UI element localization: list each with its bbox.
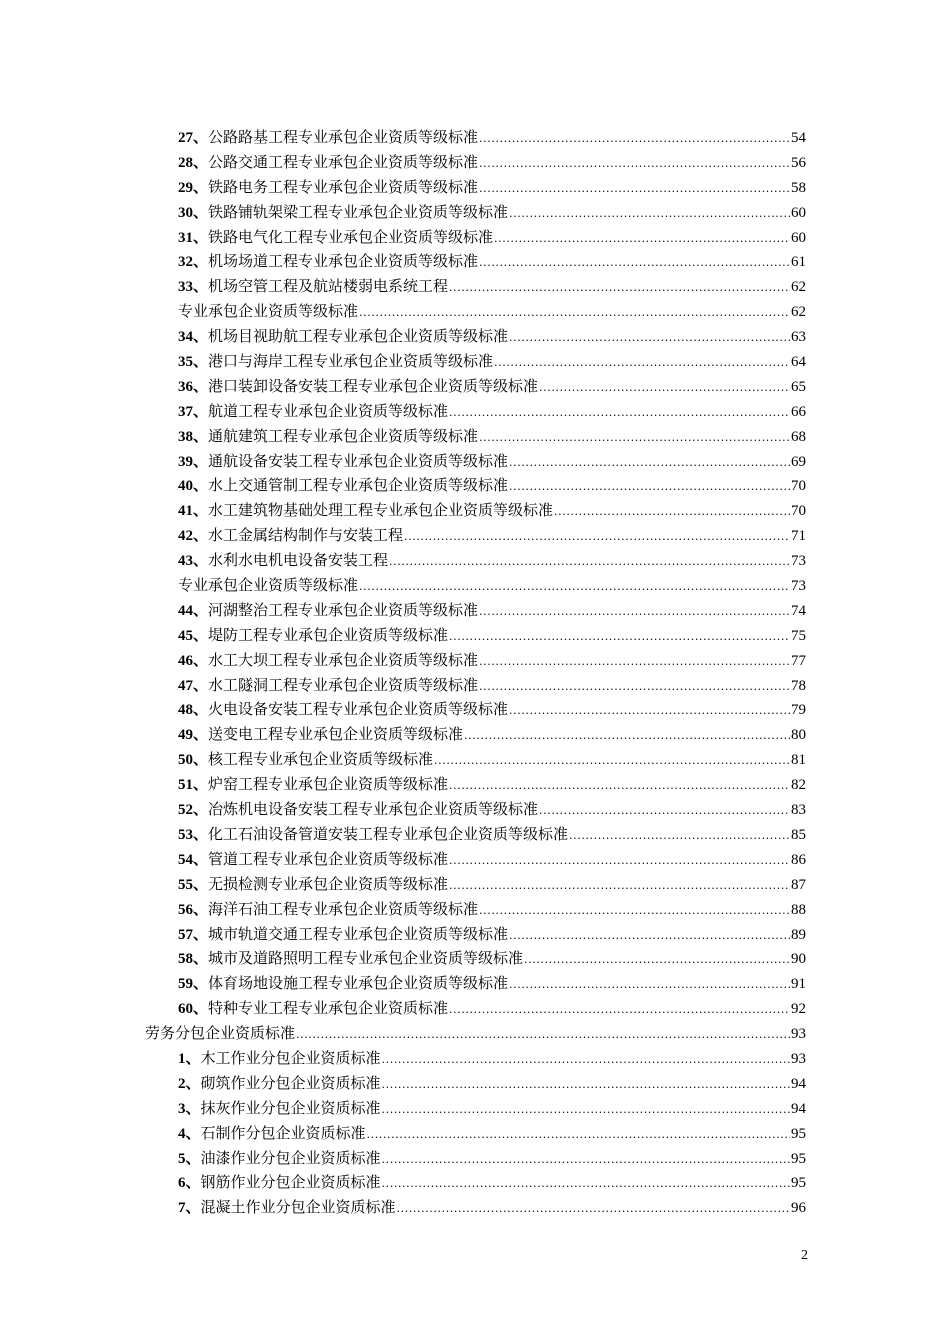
dot-leader — [382, 1098, 790, 1123]
toc-entry-page: 58 — [791, 179, 806, 196]
toc-entry-page: 88 — [791, 901, 806, 918]
toc-entry[interactable] — [0, 299, 950, 324]
dot-leader — [367, 1123, 790, 1148]
toc-entry-page: 92 — [791, 1001, 806, 1018]
toc-entry-number: 4、 — [178, 1125, 201, 1142]
toc-entry-page: 68 — [791, 428, 806, 445]
toc-entry-number: 2、 — [178, 1075, 201, 1092]
toc-entry[interactable] — [0, 697, 950, 722]
toc-entry-page: 70 — [791, 478, 806, 495]
dot-leader — [494, 351, 790, 376]
toc-entry-number: 31、 — [178, 229, 209, 246]
toc-entry-number: 57、 — [178, 926, 209, 943]
toc-entry-title — [178, 697, 508, 723]
dot-leader — [449, 998, 790, 1023]
dot-leader — [494, 227, 790, 252]
toc-entry[interactable] — [0, 747, 950, 772]
dot-leader — [539, 799, 790, 824]
toc-entry-number: 51、 — [178, 777, 209, 794]
toc-entry[interactable] — [0, 772, 950, 797]
toc-entry-number: 45、 — [178, 627, 209, 644]
dot-leader — [449, 874, 790, 899]
toc-entry-title — [178, 1071, 381, 1097]
toc-entry[interactable] — [0, 1170, 950, 1195]
toc-entry-number: 32、 — [178, 254, 209, 271]
toc-entry-number: 44、 — [178, 602, 209, 619]
toc-entry-page: 91 — [791, 976, 806, 993]
toc-entry[interactable] — [0, 498, 950, 523]
toc-entry-title — [178, 847, 448, 873]
dot-leader — [509, 202, 790, 227]
toc-entry-text: 木工作业分包企业资质标准 — [200, 1048, 381, 1067]
toc-entry-title — [178, 872, 448, 898]
toc-entry-title — [178, 1146, 381, 1172]
toc-entry-page: 90 — [791, 951, 806, 968]
toc-entry-title — [178, 673, 478, 699]
dot-leader — [434, 749, 790, 774]
toc-entry[interactable] — [0, 125, 950, 150]
toc-entry-title — [178, 797, 538, 823]
toc-entry[interactable] — [0, 324, 950, 349]
toc-entry-text: 化工石油设备管道安装工程专业承包企业资质等级标准 — [208, 824, 569, 843]
dot-leader — [382, 1172, 790, 1197]
toc-entry-title — [178, 523, 403, 549]
toc-entry-text: 港口与海岸工程专业承包企业资质等级标准 — [208, 352, 494, 371]
toc-entry[interactable] — [0, 648, 950, 673]
dot-leader — [479, 675, 790, 700]
toc-entry-number: 48、 — [178, 702, 209, 719]
toc-entry-text: 特种专业工程专业承包企业资质标准 — [208, 999, 449, 1018]
toc-entry-number: 35、 — [178, 354, 209, 371]
toc-entry-title — [178, 125, 478, 151]
dot-leader — [382, 1148, 790, 1173]
toc-entry-title — [178, 1046, 381, 1072]
toc-entry-title — [178, 249, 478, 275]
toc-entry-title — [178, 548, 388, 574]
toc-entry-page: 73 — [791, 553, 806, 570]
toc-entry-title — [178, 1121, 366, 1147]
toc-entry-page: 95 — [791, 1175, 806, 1192]
toc-entry-number: 42、 — [178, 528, 209, 545]
toc-entry-title — [178, 573, 358, 598]
toc-entry-title — [178, 349, 493, 375]
dot-leader — [509, 973, 790, 998]
toc-entry[interactable] — [0, 1146, 950, 1171]
toc-entry-text: 砌筑作业分包企业资质标准 — [200, 1073, 381, 1092]
toc-entry-text: 劳务分包企业资质标准 — [145, 1024, 296, 1043]
toc-entry[interactable] — [0, 1121, 950, 1146]
dot-leader — [296, 1023, 790, 1048]
toc-entry-number: 28、 — [178, 154, 209, 171]
toc-entry-text: 铁路电务工程专业承包企业资质等级标准 — [208, 177, 479, 196]
toc-entry-number: 29、 — [178, 179, 209, 196]
toc-entry-title — [178, 399, 448, 425]
toc-entry-page: 64 — [791, 354, 806, 371]
toc-entry-title — [178, 299, 358, 324]
toc-entry-text: 城市轨道交通工程专业承包企业资质等级标准 — [208, 924, 509, 943]
toc-entry-text: 机场空管工程及航站楼弱电系统工程 — [208, 277, 449, 296]
toc-entry-page: 62 — [791, 279, 806, 296]
toc-entry-page: 94 — [791, 1075, 806, 1092]
toc-entry[interactable] — [0, 200, 950, 225]
toc-entry-number: 37、 — [178, 403, 209, 420]
toc-entry-page: 82 — [791, 777, 806, 794]
toc-entry-page: 54 — [791, 130, 806, 146]
toc-entry[interactable] — [0, 523, 950, 548]
toc-entry-text: 港口装卸设备安装工程专业承包企业资质等级标准 — [208, 376, 539, 395]
toc-entry-page: 69 — [791, 453, 806, 470]
toc-entry[interactable] — [0, 548, 950, 573]
toc-entry-title — [178, 747, 433, 773]
toc-entry-number: 55、 — [178, 876, 209, 893]
dot-leader — [509, 924, 790, 949]
page-number: 2 — [801, 1248, 808, 1263]
toc-entry-text: 管道工程专业承包企业资质等级标准 — [208, 849, 449, 868]
toc-entry-text: 钢筋作业分包企业资质标准 — [200, 1173, 381, 1192]
dot-leader — [509, 451, 790, 476]
dot-leader — [449, 276, 790, 301]
toc-entry-page: 80 — [791, 727, 806, 744]
dot-leader — [509, 326, 790, 351]
toc-entry[interactable] — [0, 922, 950, 947]
toc-entry-text: 冶炼机电设备安装工程专业承包企业资质等级标准 — [208, 800, 539, 819]
toc-entry[interactable] — [0, 249, 950, 274]
toc-entry-title — [178, 922, 508, 948]
toc-entry-number: 52、 — [178, 802, 209, 819]
toc-entry-number: 3、 — [178, 1100, 201, 1117]
dot-leader — [449, 625, 790, 650]
toc-entry-text: 河湖整治工程专业承包企业资质等级标准 — [208, 600, 479, 619]
toc-entry-title — [145, 1021, 295, 1046]
toc-entry-number: 30、 — [178, 204, 209, 221]
toc-entry[interactable] — [0, 424, 950, 449]
toc-entry-page: 62 — [791, 304, 806, 321]
toc-entry-text: 石制作分包企业资质标准 — [200, 1123, 366, 1142]
toc-entry-title — [178, 971, 508, 997]
dot-leader — [449, 401, 790, 426]
toc-entry[interactable] — [0, 473, 950, 498]
toc-entry[interactable] — [0, 598, 950, 623]
toc-entry-title — [178, 946, 523, 972]
toc-entry-page: 61 — [791, 254, 806, 271]
toc-entry-number: 58、 — [178, 951, 209, 968]
toc-entry-page: 83 — [791, 802, 806, 819]
toc-entry-text: 油漆作业分包企业资质标准 — [200, 1148, 381, 1167]
toc-entry-number: 6、 — [178, 1175, 201, 1192]
toc-entry-page: 77 — [791, 652, 806, 669]
dot-leader — [479, 426, 790, 451]
toc-entry-title — [178, 772, 448, 798]
toc-entry-title — [178, 1195, 396, 1221]
toc-entry[interactable] — [0, 449, 950, 474]
toc-entry[interactable] — [0, 225, 950, 250]
toc-entry-text: 核工程专业承包企业资质等级标准 — [208, 750, 434, 769]
toc-entry-title — [178, 150, 478, 176]
toc-entry-title — [178, 1096, 381, 1122]
toc-entry[interactable] — [0, 797, 950, 822]
dot-leader — [539, 376, 790, 401]
dot-leader — [479, 251, 790, 276]
toc-entry-number: 7、 — [178, 1200, 201, 1217]
toc-entry[interactable] — [0, 722, 950, 747]
toc-entry[interactable] — [0, 971, 950, 996]
toc-entry-number: 34、 — [178, 329, 209, 346]
toc-entry-page: 94 — [791, 1100, 806, 1117]
toc-entry-page: 71 — [791, 528, 806, 545]
toc-entry-page: 73 — [791, 578, 806, 595]
toc-entry-number: 33、 — [178, 279, 209, 296]
toc-entry-text: 公路交通工程专业承包企业资质等级标准 — [208, 152, 479, 171]
dot-leader — [479, 650, 790, 675]
toc-entry-number: 54、 — [178, 851, 209, 868]
toc-entry-title — [178, 897, 478, 923]
toc-entry-number: 1、 — [178, 1050, 201, 1067]
toc-entry-page: 85 — [791, 826, 806, 843]
toc-entry[interactable] — [0, 1096, 950, 1121]
toc-entry-text: 水上交通管制工程专业承包企业资质等级标准 — [208, 476, 509, 495]
toc-entry-number: 41、 — [178, 503, 209, 520]
toc-entry-page: 89 — [791, 926, 806, 943]
toc-entry-number: 36、 — [178, 378, 209, 395]
toc-entry-title — [178, 274, 448, 300]
toc-entry[interactable] — [0, 150, 950, 175]
toc-entry-text: 水工建筑物基础处理工程专业承包企业资质等级标准 — [208, 501, 554, 520]
toc-entry-page: 70 — [791, 503, 806, 520]
toc-entry-title — [178, 822, 568, 848]
toc-entry-number: 43、 — [178, 553, 209, 570]
toc-entry-text: 铁路电气化工程专业承包企业资质等级标准 — [208, 227, 494, 246]
toc-entry[interactable] — [0, 673, 950, 698]
dot-leader — [479, 899, 790, 924]
toc-entry-title — [178, 424, 478, 450]
dot-leader — [524, 948, 790, 973]
toc-entry-number: 5、 — [178, 1150, 201, 1167]
dot-leader — [479, 152, 790, 177]
toc-entry-text: 炉窑工程专业承包企业资质等级标准 — [208, 775, 449, 794]
toc-entry-number: 49、 — [178, 727, 209, 744]
toc-entry-text: 铁路铺轨架梁工程专业承包企业资质等级标准 — [208, 202, 509, 221]
toc-entry-text: 专业承包企业资质等级标准 — [178, 302, 359, 321]
toc-entry[interactable] — [0, 623, 950, 648]
toc-entry[interactable] — [0, 996, 950, 1021]
toc-entry-title — [178, 473, 508, 499]
toc-entry-text: 公路路基工程专业承包企业资质等级标准 — [208, 128, 479, 146]
table-of-contents — [0, 125, 950, 1220]
dot-leader — [554, 500, 790, 525]
toc-entry-page: 87 — [791, 876, 806, 893]
toc-entry-number: 60、 — [178, 1001, 209, 1018]
toc-entry[interactable] — [0, 399, 950, 424]
toc-entry-title — [178, 1170, 381, 1196]
toc-entry-title — [178, 722, 463, 748]
dot-leader — [509, 475, 790, 500]
toc-entry-text: 机场目视助航工程专业承包企业资质等级标准 — [208, 327, 509, 346]
toc-entry-page: 95 — [791, 1125, 806, 1142]
toc-entry-text: 城市及道路照明工程专业承包企业资质等级标准 — [208, 949, 524, 968]
dot-leader — [389, 550, 790, 575]
toc-entry-page: 66 — [791, 403, 806, 420]
toc-entry-page: 93 — [791, 1026, 806, 1043]
toc-entry-title — [178, 623, 448, 649]
toc-entry-page: 79 — [791, 702, 806, 719]
toc-entry-page: 56 — [791, 154, 806, 171]
dot-leader — [397, 1197, 790, 1222]
dot-leader — [449, 774, 790, 799]
toc-entry-text: 水工隧洞工程专业承包企业资质等级标准 — [208, 675, 479, 694]
dot-leader — [479, 177, 790, 202]
toc-entry[interactable] — [0, 897, 950, 922]
toc-entry-number: 38、 — [178, 428, 209, 445]
toc-entry-page: 93 — [791, 1050, 806, 1067]
toc-entry-page: 65 — [791, 378, 806, 395]
toc-entry-page: 74 — [791, 602, 806, 619]
toc-entry-text: 机场场道工程专业承包企业资质等级标准 — [208, 252, 479, 271]
toc-entry-number: 59、 — [178, 976, 209, 993]
toc-entry[interactable] — [0, 274, 950, 299]
toc-entry-title — [178, 225, 493, 251]
toc-entry-title — [178, 598, 478, 624]
toc-entry[interactable] — [0, 822, 950, 847]
toc-entry-text: 火电设备安装工程专业承包企业资质等级标准 — [208, 700, 509, 719]
toc-entry-title — [178, 449, 508, 475]
dot-leader — [382, 1048, 790, 1073]
dot-leader — [464, 724, 790, 749]
toc-entry-text: 堤防工程专业承包企业资质等级标准 — [208, 625, 449, 644]
toc-entry-page: 63 — [791, 329, 806, 346]
toc-entry-text: 航道工程专业承包企业资质等级标准 — [208, 401, 449, 420]
dot-leader — [479, 600, 790, 625]
toc-entry-title — [178, 324, 508, 350]
toc-entry[interactable] — [0, 946, 950, 971]
toc-entry-number: 50、 — [178, 752, 209, 769]
toc-entry-title — [178, 200, 508, 226]
toc-entry[interactable] — [0, 1021, 950, 1046]
dot-leader — [359, 301, 790, 326]
toc-entry-text: 混凝土作业分包企业资质标准 — [200, 1198, 396, 1217]
toc-entry-page: 60 — [791, 229, 806, 246]
toc-entry-text: 抹灰作业分包企业资质标准 — [200, 1098, 381, 1117]
toc-entry-page: 75 — [791, 627, 806, 644]
toc-entry-text: 水利水电机电设备安装工程 — [208, 551, 389, 570]
toc-entry-number: 27、 — [178, 130, 209, 146]
toc-entry-page: 86 — [791, 851, 806, 868]
toc-entry-text: 送变电工程专业承包企业资质等级标准 — [208, 725, 464, 744]
toc-entry-page: 96 — [791, 1200, 806, 1217]
toc-entry[interactable] — [0, 349, 950, 374]
toc-entry-text: 体育场地设施工程专业承包企业资质等级标准 — [208, 974, 509, 993]
toc-entry-number: 40、 — [178, 478, 209, 495]
toc-entry[interactable] — [0, 1071, 950, 1096]
toc-entry-number: 46、 — [178, 652, 209, 669]
toc-entry-text: 通航建筑工程专业承包企业资质等级标准 — [208, 426, 479, 445]
toc-entry-page: 81 — [791, 752, 806, 769]
toc-entry-title — [178, 374, 538, 400]
toc-entry-number: 56、 — [178, 901, 209, 918]
toc-entry-number: 53、 — [178, 826, 209, 843]
toc-entry-text: 水工金属结构制作与安装工程 — [208, 526, 404, 545]
toc-entry-text: 通航设备安装工程专业承包企业资质等级标准 — [208, 451, 509, 470]
toc-entry[interactable] — [0, 872, 950, 897]
toc-entry-title — [178, 996, 448, 1022]
toc-entry-text: 无损检测专业承包企业资质等级标准 — [208, 874, 449, 893]
toc-entry-title — [178, 175, 478, 201]
toc-entry-title — [178, 648, 478, 674]
toc-entry-number: 47、 — [178, 677, 209, 694]
toc-entry-text: 专业承包企业资质等级标准 — [178, 576, 359, 595]
dot-leader — [509, 699, 790, 724]
toc-entry-page: 60 — [791, 204, 806, 221]
dot-leader — [449, 849, 790, 874]
dot-leader — [479, 127, 790, 152]
toc-entry-text: 水工大坝工程专业承包企业资质等级标准 — [208, 650, 479, 669]
toc-entry[interactable] — [0, 374, 950, 399]
toc-entry-page: 78 — [791, 677, 806, 694]
toc-entry[interactable] — [0, 1195, 950, 1220]
toc-entry-text: 海洋石油工程专业承包企业资质等级标准 — [208, 899, 479, 918]
dot-leader — [569, 824, 790, 849]
dot-leader — [404, 525, 790, 550]
dot-leader — [359, 575, 790, 600]
toc-entry-page: 95 — [791, 1150, 806, 1167]
toc-entry[interactable] — [0, 573, 950, 598]
dot-leader — [382, 1073, 790, 1098]
toc-entry-number: 39、 — [178, 453, 209, 470]
toc-entry-title — [178, 498, 553, 524]
toc-entry[interactable] — [0, 847, 950, 872]
toc-entry[interactable] — [0, 175, 950, 200]
toc-entry[interactable] — [0, 1046, 950, 1071]
